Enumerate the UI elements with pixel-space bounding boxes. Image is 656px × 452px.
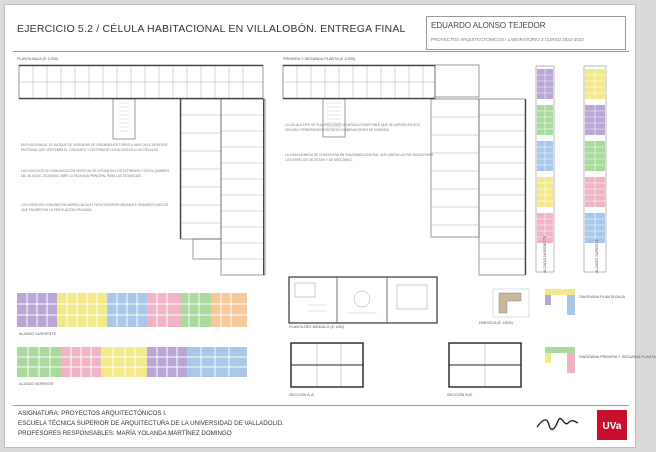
section-a [287, 341, 367, 391]
sheet-title: EJERCICIO 5.2 / CÉLULA HABITACIONAL EN VILLALOBÓN. ENTREGA FINAL [17, 23, 406, 35]
label-diagrama-planta-baja: DIAGRAMA PLANTA BAJA [579, 295, 625, 299]
uva-logo: UVa [597, 410, 627, 440]
drawing-sheet [4, 4, 656, 448]
footer-school: ESCUELA TÉCNICA SUPERIOR DE ARQUITECTURA DE LA UNIVERSIDAD DE VALLADOLID. [18, 420, 284, 427]
module-plan [287, 275, 439, 327]
text-block-left-1: EN PLANTA BAJA, EL BLOQUE DE VIVIENDAS SE ORGANIZA EN TORNO A UNA CALLE INTERIOR PEATONAL QUE VERTEBRA EL CONJUNTO Y DISTRIBUYE LOS ACCESOS A LAS CÉLULAS. [21, 143, 168, 152]
text-block-left-2: LOS NÚCLEOS DE COMUNICACIÓN VERTICAL SE SITÚAN EN LOS EXTREMOS Y EN EL QUIEBRO DEL BLOQUE, DEJANDO LIBRE LA FACHADA PRINCIPAL PARA LAS ESTANCIAS. [21, 169, 170, 178]
title-divider [13, 51, 629, 52]
label-seccion-b: SECCIÓN B-B' [447, 393, 473, 397]
label-alzado-noroeste: ALZADO NOROESTE [543, 235, 547, 273]
label-diagrama-primera-segunda: DIAGRAMA PRIMERA Y SEGUNDA PLANTA [579, 355, 656, 359]
diagram-upper-floors [543, 345, 577, 375]
diagram-ground-floor [543, 287, 577, 317]
label-seccion-a: SECCIÓN A-A' [289, 393, 315, 397]
label-alzado-suroeste: ALZADO SUROESTE [19, 332, 57, 336]
course-name: PROYECTOS ARQUITECTÓNICOS I LABORATORIO 3 CURSO 2022-2023 [431, 37, 584, 42]
author-box [426, 16, 626, 50]
footer-subject: ASIGNATURA: PROYECTOS ARQUITECTÓNICOS I. [18, 410, 167, 417]
text-block-right-2: LA ZONA HÚMEDA SE CONCENTRA EN UNA BANDA CENTRAL QUE LIBERA LAS FACHADAS PARA LOS ESPACIOS DE ESTAR Y DE DESCANSO. [285, 153, 433, 162]
site-plan [491, 287, 531, 319]
label-parcela: PARCELA (E 1/500) [479, 321, 513, 325]
footer-divider [13, 405, 629, 406]
elevation-suroeste [17, 289, 249, 329]
label-planta-baja: PLANTA BAJA (E 1/200) [17, 57, 59, 61]
text-block-left-3: LOS ESPACIOS COMUNES SE ABREN HACIA EL PATIO INTERIOR MEDIANTE GRANDES HUECOS QUE FAVORECEN LA VENTILACIÓN CRUZADA. [21, 203, 169, 212]
label-primera-segunda: PRIMERA Y SEGUNDA PLANTA (E 1/200) [283, 57, 356, 61]
author-name: EDUARDO ALONSO TEJEDOR [431, 21, 546, 30]
signature-mark [533, 413, 583, 435]
section-b [445, 341, 525, 391]
label-alzado-sureste: ALZADO SURESTE [595, 238, 599, 273]
label-planta-modulo: PLANTA DEL MÓDULO (E 1/50) [289, 325, 344, 329]
label-alzado-noreste: ALZADO NORESTE [19, 382, 54, 386]
elevation-noreste [17, 345, 249, 379]
text-block-right-1: LA CÉLULA TIPO SE PLANTEA COMO UN MÓDULO REPETIBLE QUE SE AGRUPA EN DOS CRUJÍAS, PERMITIENDO DISTINTAS COMBINACIONES DE VIVIENDA. [285, 123, 420, 132]
footer-professors: PROFESORES RESPONSABLES: MARÍA YOLANDA MARTÍNEZ DOMINGO [18, 430, 232, 437]
upper-floors-plan [279, 63, 529, 283]
